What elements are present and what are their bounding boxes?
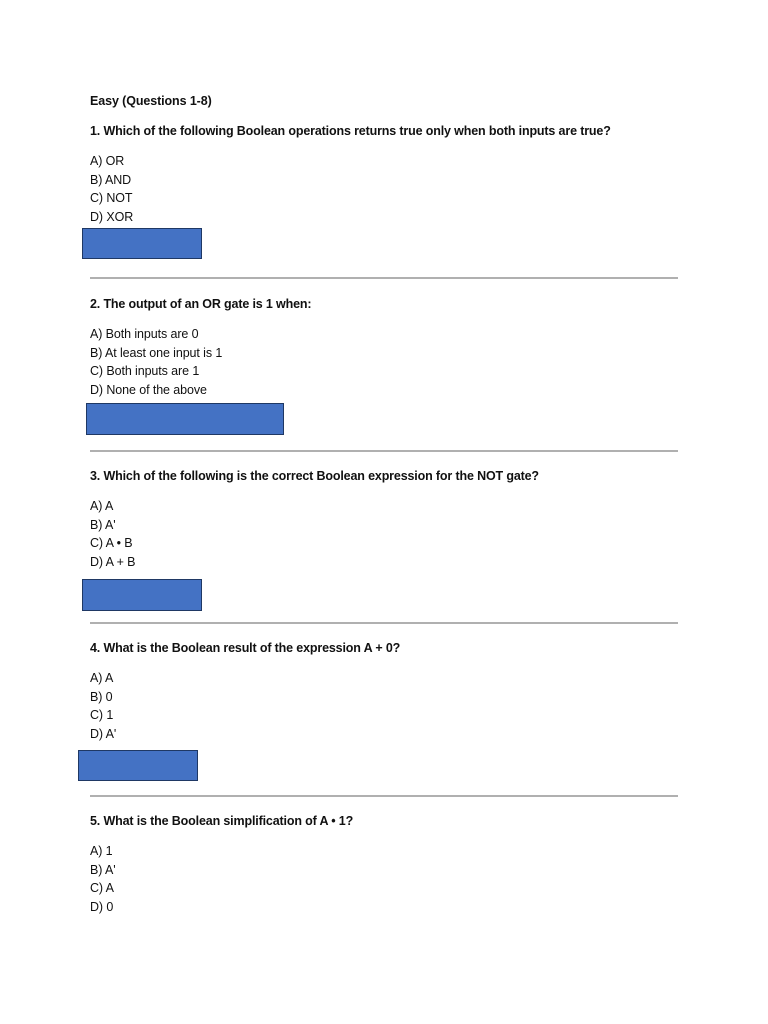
- option-b[interactable]: B) At least one input is 1: [90, 345, 223, 360]
- option-b[interactable]: B) A': [90, 517, 116, 532]
- option-list: [90, 152, 690, 226]
- divider: [90, 277, 678, 279]
- option-c[interactable]: C) A: [90, 881, 114, 896]
- question-5: [90, 813, 690, 916]
- question-text: 5. What is the Boolean simplification of A • 1?: [90, 814, 354, 828]
- question-text: 4. What is the Boolean result of the expression A + 0?: [90, 641, 401, 655]
- answer-redaction-box-1: [82, 228, 202, 259]
- divider: [90, 795, 678, 797]
- divider: [90, 622, 678, 624]
- option-list: [90, 669, 690, 743]
- option-c[interactable]: C) Both inputs are 1: [90, 364, 200, 379]
- option-d[interactable]: D) XOR: [90, 209, 134, 224]
- option-a[interactable]: A) A: [90, 499, 114, 513]
- option-a[interactable]: A) Both inputs are 0: [90, 327, 199, 341]
- option-a[interactable]: A) A: [90, 671, 114, 685]
- question-1: [90, 123, 690, 226]
- option-d[interactable]: D) A': [90, 726, 117, 741]
- question-2: [90, 296, 690, 399]
- option-d[interactable]: D) 0: [90, 899, 114, 914]
- answer-redaction-box-2: [86, 403, 284, 435]
- option-c[interactable]: C) NOT: [90, 191, 133, 206]
- option-list: [90, 497, 690, 571]
- question-3: [90, 468, 690, 571]
- option-a[interactable]: A) OR: [90, 154, 125, 168]
- option-list: [90, 325, 690, 399]
- section-title: Easy (Questions 1-8): [90, 94, 212, 108]
- option-b[interactable]: B) 0: [90, 689, 113, 704]
- answer-redaction-box-3: [82, 579, 202, 611]
- option-d[interactable]: D) None of the above: [90, 382, 207, 397]
- option-c[interactable]: C) 1: [90, 708, 114, 723]
- option-b[interactable]: B) AND: [90, 172, 132, 187]
- divider: [90, 450, 678, 452]
- question-4: [90, 640, 690, 743]
- answer-redaction-box-4: [78, 750, 198, 781]
- question-text: 3. Which of the following is the correct Boolean expression for the NOT gate?: [90, 469, 539, 483]
- question-text: 1. Which of the following Boolean operations returns true only when both inputs are true?: [90, 124, 611, 138]
- option-c[interactable]: C) A • B: [90, 536, 133, 551]
- option-d[interactable]: D) A + B: [90, 554, 136, 569]
- question-text: 2. The output of an OR gate is 1 when:: [90, 297, 312, 311]
- option-list: [90, 842, 690, 916]
- option-a[interactable]: A) 1: [90, 844, 113, 858]
- option-b[interactable]: B) A': [90, 862, 116, 877]
